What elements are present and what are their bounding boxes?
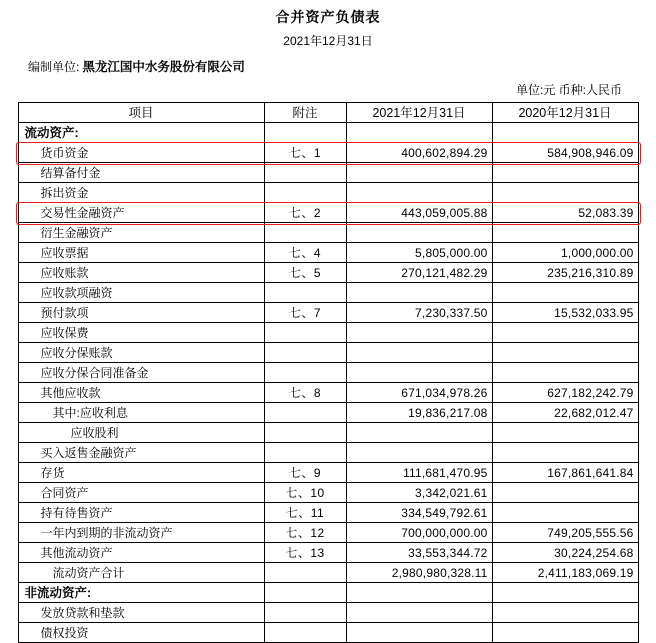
row-current-value <box>346 623 492 643</box>
table-row <box>18 623 638 643</box>
table-row <box>18 183 638 203</box>
row-current-value <box>346 283 492 303</box>
row-current-value: 2,980,980,328.11 <box>346 563 492 583</box>
row-note: 七、7 <box>264 303 346 323</box>
row-previous-value <box>492 503 638 523</box>
row-item-label: 交易性金融资产 <box>18 203 264 223</box>
row-item-label: 预付款项 <box>18 303 264 323</box>
row-item-label: 衍生金融资产 <box>18 223 264 243</box>
row-note: 七、8 <box>264 383 346 403</box>
row-current-value: 7,230,337.50 <box>346 303 492 323</box>
table-row <box>18 603 638 623</box>
row-item-label: 非流动资产: <box>18 583 264 603</box>
row-note: 七、5 <box>264 263 346 283</box>
table-row <box>18 323 638 343</box>
page-title: 合并资产负债表 <box>275 9 381 25</box>
row-item-label: 债权投资 <box>18 623 264 643</box>
row-note <box>264 563 346 583</box>
row-item-label: 存货 <box>18 463 264 483</box>
table-row <box>18 443 638 463</box>
row-note: 七、2 <box>264 203 346 223</box>
row-current-value <box>346 603 492 623</box>
column-header-item: 项目 <box>18 103 264 123</box>
row-item-label: 应收款项融资 <box>18 283 264 303</box>
table-row <box>18 303 638 323</box>
table-row <box>18 243 638 263</box>
row-current-value: 443,059,005.88 <box>346 203 492 223</box>
row-note <box>264 163 346 183</box>
row-previous-value: 1,000,000.00 <box>492 243 638 263</box>
table-row <box>18 463 638 483</box>
row-item-label: 买入返售金融资产 <box>18 443 264 463</box>
row-note <box>264 423 346 443</box>
row-item-label: 一年内到期的非流动资产 <box>18 523 264 543</box>
row-item-label: 应收保费 <box>18 323 264 343</box>
row-note <box>264 323 346 343</box>
row-previous-value <box>492 603 638 623</box>
row-current-value <box>346 423 492 443</box>
preparer-label: 编制单位: <box>28 60 80 74</box>
row-item-label: 应收分保账款 <box>18 343 264 363</box>
row-current-value <box>346 163 492 183</box>
row-current-value: 334,549,792.61 <box>346 503 492 523</box>
row-item-label: 持有待售资产 <box>18 503 264 523</box>
row-previous-value: 749,205,555.56 <box>492 523 638 543</box>
table-row <box>18 263 638 283</box>
table-row <box>18 423 638 443</box>
row-item-label: 货币资金 <box>18 143 264 163</box>
row-item-label: 其他流动资产 <box>18 543 264 563</box>
table-header-row <box>18 103 638 123</box>
table-row <box>18 583 638 603</box>
row-current-value: 19,836,217.08 <box>346 403 492 423</box>
row-previous-value <box>492 283 638 303</box>
table-row <box>18 523 638 543</box>
row-previous-value <box>492 583 638 603</box>
row-current-value <box>346 583 492 603</box>
row-current-value: 33,553,344.72 <box>346 543 492 563</box>
row-previous-value <box>492 443 638 463</box>
row-note <box>264 583 346 603</box>
row-note <box>264 343 346 363</box>
row-current-value: 111,681,470.95 <box>346 463 492 483</box>
row-note: 七、1 <box>264 143 346 163</box>
row-previous-value: 52,083.39 <box>492 203 638 223</box>
row-note <box>264 443 346 463</box>
table-row <box>18 403 638 423</box>
row-previous-value <box>492 343 638 363</box>
row-item-label: 流动资产合计 <box>18 563 264 583</box>
table-row <box>18 223 638 243</box>
table-row <box>18 343 638 363</box>
table-row <box>18 563 638 583</box>
row-previous-value: 584,908,946.09 <box>492 143 638 163</box>
preparer-name: 黑龙江国中水务股份有限公司 <box>82 60 245 74</box>
row-current-value: 671,034,978.26 <box>346 383 492 403</box>
table-row <box>18 503 638 523</box>
table-body <box>18 123 638 643</box>
row-item-label: 应收账款 <box>18 263 264 283</box>
row-item-label: 其中:应收利息 <box>18 403 264 423</box>
units-note: 单位:元 币种:人民币 <box>515 83 622 97</box>
row-current-value <box>346 363 492 383</box>
balance-sheet-table <box>18 102 639 643</box>
row-note <box>264 123 346 143</box>
row-note <box>264 183 346 203</box>
row-item-label: 流动资产: <box>18 123 264 143</box>
row-current-value: 3,342,021.61 <box>346 483 492 503</box>
row-item-label: 应收票据 <box>18 243 264 263</box>
row-previous-value <box>492 623 638 643</box>
table-row <box>18 543 638 563</box>
row-previous-value <box>492 323 638 343</box>
table-row <box>18 383 638 403</box>
row-current-value <box>346 223 492 243</box>
row-note <box>264 603 346 623</box>
row-previous-value: 235,216,310.89 <box>492 263 638 283</box>
row-current-value: 700,000,000.00 <box>346 523 492 543</box>
table-row <box>18 143 638 163</box>
table-row <box>18 483 638 503</box>
row-item-label: 应收分保合同准备金 <box>18 363 264 383</box>
table-row <box>18 283 638 303</box>
row-current-value <box>346 343 492 363</box>
preparer-row <box>0 49 656 75</box>
row-note <box>264 403 346 423</box>
row-note: 七、12 <box>264 523 346 543</box>
row-item-label: 其他应收款 <box>18 383 264 403</box>
row-previous-value: 2,411,183,069.19 <box>492 563 638 583</box>
row-item-label: 合同资产 <box>18 483 264 503</box>
row-previous-value <box>492 163 638 183</box>
row-note: 七、4 <box>264 243 346 263</box>
table-row <box>18 163 638 183</box>
row-note: 七、11 <box>264 503 346 523</box>
row-current-value <box>346 323 492 343</box>
row-previous-value <box>492 223 638 243</box>
row-note <box>264 223 346 243</box>
row-previous-value: 15,532,033.95 <box>492 303 638 323</box>
row-current-value: 400,602,894.29 <box>346 143 492 163</box>
row-note: 七、10 <box>264 483 346 503</box>
row-previous-value <box>492 123 638 143</box>
row-item-label: 结算备付金 <box>18 163 264 183</box>
row-previous-value <box>492 423 638 443</box>
row-current-value <box>346 443 492 463</box>
table-row <box>18 363 638 383</box>
report-date: 2021年12月31日 <box>283 34 373 48</box>
row-current-value <box>346 123 492 143</box>
row-previous-value: 627,182,242.79 <box>492 383 638 403</box>
row-note: 七、9 <box>264 463 346 483</box>
column-header-current: 2021年12月31日 <box>346 103 492 123</box>
row-previous-value: 30,224,254.68 <box>492 543 638 563</box>
row-previous-value: 167,861,641.84 <box>492 463 638 483</box>
row-current-value <box>346 183 492 203</box>
row-note <box>264 283 346 303</box>
column-header-previous: 2020年12月31日 <box>492 103 638 123</box>
row-current-value: 270,121,482.29 <box>346 263 492 283</box>
row-note <box>264 623 346 643</box>
row-previous-value <box>492 363 638 383</box>
row-note <box>264 363 346 383</box>
row-item-label: 拆出资金 <box>18 183 264 203</box>
row-previous-value: 22,682,012.47 <box>492 403 638 423</box>
row-current-value: 5,805,000.00 <box>346 243 492 263</box>
table-row <box>18 203 638 223</box>
row-previous-value <box>492 483 638 503</box>
row-note: 七、13 <box>264 543 346 563</box>
row-item-label: 应收股利 <box>18 423 264 443</box>
table-row <box>18 123 638 143</box>
column-header-note: 附注 <box>264 103 346 123</box>
row-item-label: 发放贷款和垫款 <box>18 603 264 623</box>
row-previous-value <box>492 183 638 203</box>
